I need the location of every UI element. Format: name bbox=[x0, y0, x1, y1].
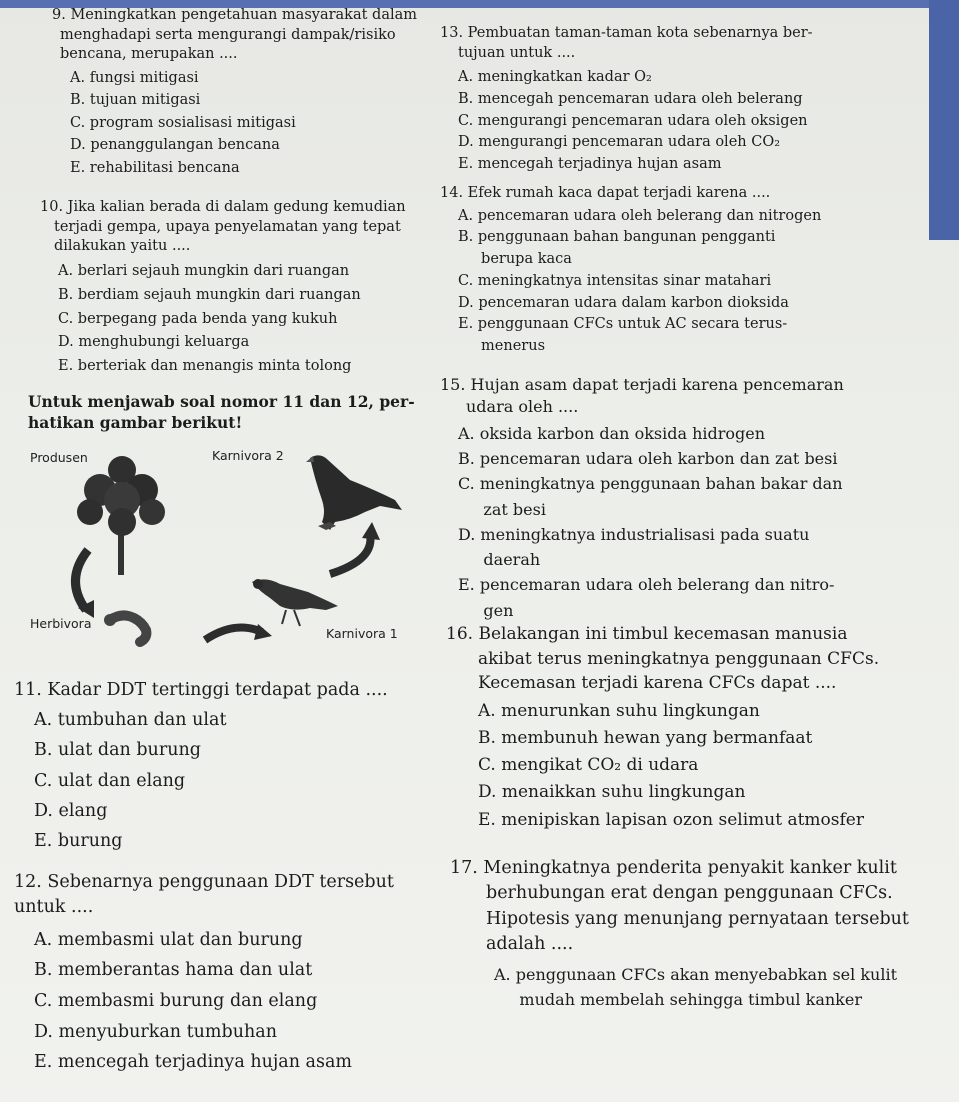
option-c[interactable]: C. meningkatnya intensitas sinar matahari bbox=[458, 272, 772, 289]
question-text: adalah .... bbox=[486, 934, 574, 955]
food-chain-diagram bbox=[30, 450, 430, 660]
option-d[interactable]: D. menyuburkan tumbuhan bbox=[34, 1021, 277, 1042]
question-text: Belakangan ini timbul kecemasan manusia bbox=[478, 624, 848, 644]
question-number: 9. bbox=[52, 7, 66, 23]
option-c[interactable]: C. mengurangi pencemaran udara oleh oksigen bbox=[458, 112, 808, 129]
question-11 bbox=[14, 678, 444, 856]
arrow-karnivora1-to-karnivora2 bbox=[330, 522, 380, 574]
question-16 bbox=[446, 622, 886, 834]
background-edge-right bbox=[929, 0, 959, 240]
question-text: tujuan untuk .... bbox=[458, 44, 576, 61]
question-number: 14. bbox=[440, 185, 464, 201]
question-number: 17. bbox=[450, 858, 478, 878]
option-d[interactable]: D. meningkatnya industrialisasi pada suatu bbox=[458, 524, 810, 544]
option-a[interactable]: A. meningkatkan kadar O₂ bbox=[458, 69, 652, 86]
label-karnivora2: Karnivora 2 bbox=[212, 448, 284, 463]
question-text: akibat terus meningkatnya penggunaan CFCs. bbox=[478, 648, 880, 669]
eagle-icon bbox=[306, 455, 402, 530]
question-17 bbox=[450, 856, 910, 1013]
option-e[interactable]: E. burung bbox=[34, 830, 123, 851]
option-c[interactable]: C. berpegang pada benda yang kukuh bbox=[58, 310, 338, 327]
label-karnivora1: Karnivora 1 bbox=[326, 626, 398, 641]
question-number: 12. bbox=[14, 872, 42, 892]
arrow-herbivora-to-karnivora1 bbox=[205, 624, 272, 640]
instruction-line: Untuk menjawab soal nomor 11 dan 12, per- bbox=[28, 392, 415, 411]
option-d-cont: daerah bbox=[458, 550, 541, 570]
question-number: 16. bbox=[446, 624, 474, 644]
question-number: 13. bbox=[440, 25, 464, 41]
instruction-line: hatikan gambar berikut! bbox=[28, 412, 243, 432]
option-a[interactable]: A. berlari sejauh mungkin dari ruangan bbox=[58, 262, 350, 279]
option-c-cont: zat besi bbox=[458, 499, 546, 519]
option-d[interactable]: D. pencemaran udara dalam karbon dioksida bbox=[458, 294, 789, 311]
option-c[interactable]: C. meningkatnya penggunaan bahan bakar dan bbox=[458, 474, 843, 494]
option-e[interactable]: E. menipiskan lapisan ozon selimut atmosfer bbox=[478, 809, 864, 830]
option-d[interactable]: D. menaikkan suhu lingkungan bbox=[478, 782, 746, 803]
option-b[interactable]: B. penggunaan bahan bangunan pengganti bbox=[458, 229, 776, 246]
option-a[interactable]: A. pencemaran udara oleh belerang dan nitrogen bbox=[458, 207, 822, 224]
question-text: Meningkatkan pengetahuan masyarakat dalam bbox=[70, 7, 417, 23]
question-text: Jika kalian berada di dalam gedung kemudian bbox=[67, 199, 406, 215]
instruction bbox=[28, 392, 438, 434]
question-text: Efek rumah kaca dapat terjadi karena .... bbox=[467, 185, 771, 201]
question-text: Pembuatan taman-taman kota sebenarnya ber- bbox=[467, 25, 813, 41]
option-d[interactable]: D. menghubungi keluarga bbox=[58, 334, 250, 351]
option-e[interactable]: E. penggunaan CFCs untuk AC secara terus- bbox=[458, 316, 788, 333]
option-a[interactable]: A. menurunkan suhu lingkungan bbox=[478, 700, 760, 721]
question-10 bbox=[40, 198, 440, 379]
question-number: 15. bbox=[440, 375, 466, 394]
question-14 bbox=[440, 184, 860, 358]
option-d[interactable]: D. penanggulangan bencana bbox=[70, 137, 280, 154]
arrow-produsen-to-herbivora bbox=[75, 550, 94, 618]
option-b[interactable]: B. berdiam sejauh mungkin dari ruangan bbox=[58, 286, 361, 303]
question-15 bbox=[440, 374, 870, 623]
option-e[interactable]: E. pencemaran udara oleh belerang dan nitro- bbox=[458, 575, 835, 595]
question-text: udara oleh .... bbox=[466, 397, 579, 417]
question-text: menghadapi serta mengurangi dampak/risiko bbox=[60, 26, 396, 43]
option-e[interactable]: E. berteriak dan menangis minta tolong bbox=[58, 358, 352, 375]
option-e[interactable]: E. mencegah terjadinya hujan asam bbox=[34, 1052, 352, 1073]
option-b[interactable]: B. tujuan mitigasi bbox=[70, 92, 201, 109]
question-number: 10. bbox=[40, 199, 64, 215]
option-a[interactable]: A. fungsi mitigasi bbox=[70, 69, 199, 86]
label-produsen: Produsen bbox=[30, 450, 88, 465]
option-b[interactable]: B. ulat dan burung bbox=[34, 740, 201, 761]
option-a-cont: mudah membelah sehingga timbul kanker bbox=[494, 990, 862, 1010]
option-e[interactable]: E. mencegah terjadinya hujan asam bbox=[458, 156, 722, 173]
option-c[interactable]: C. membasmi burung dan elang bbox=[34, 991, 318, 1011]
tree-icon bbox=[77, 456, 165, 575]
option-b-cont: berupa kaca bbox=[458, 251, 572, 268]
caterpillar-icon bbox=[104, 614, 146, 642]
option-d[interactable]: D. elang bbox=[34, 800, 108, 821]
question-text: Hipotesis yang menunjang pernyataan tersebut bbox=[486, 908, 909, 929]
question-number: 11. bbox=[14, 680, 42, 700]
question-text: bencana, merupakan .... bbox=[60, 46, 238, 63]
question-text: Sebenarnya penggunaan DDT tersebut untuk .... bbox=[14, 872, 394, 918]
question-9 bbox=[52, 6, 437, 179]
option-a[interactable]: A. tumbuhan dan ulat bbox=[34, 710, 227, 731]
option-a[interactable]: A. membasmi ulat dan burung bbox=[34, 929, 303, 950]
option-e[interactable]: E. rehabilitasi bencana bbox=[70, 159, 240, 176]
option-b[interactable]: B. mencegah pencemaran udara oleh belerang bbox=[458, 90, 803, 107]
option-d[interactable]: D. mengurangi pencemaran udara oleh CO₂ bbox=[458, 134, 781, 151]
option-c[interactable]: C. ulat dan elang bbox=[34, 770, 186, 791]
option-e-cont: gen bbox=[458, 600, 514, 620]
question-text: berhubungan erat dengan penggunaan CFCs. bbox=[486, 883, 893, 904]
option-e-cont: menerus bbox=[458, 338, 546, 355]
option-a[interactable]: A. penggunaan CFCs akan menyebabkan sel kulit bbox=[494, 964, 897, 984]
question-text: Kadar DDT tertinggi terdapat pada .... bbox=[47, 680, 388, 700]
question-text: terjadi gempa, upaya penyelamatan yang tepat bbox=[54, 218, 401, 235]
label-herbivora: Herbivora bbox=[30, 616, 92, 631]
question-text: dilakukan yaitu .... bbox=[54, 238, 191, 255]
option-a[interactable]: A. oksida karbon dan oksida hidrogen bbox=[458, 423, 766, 443]
question-12 bbox=[14, 870, 444, 1078]
question-text: Meningkatnya penderita penyakit kanker kulit bbox=[483, 858, 897, 878]
option-c[interactable]: C. program sosialisasi mitigasi bbox=[70, 114, 296, 131]
option-c[interactable]: C. mengikat CO₂ di udara bbox=[478, 755, 699, 776]
option-b[interactable]: B. membunuh hewan yang bermanfaat bbox=[478, 728, 813, 749]
question-text: Kecemasan terjadi karena CFCs dapat .... bbox=[478, 673, 837, 694]
option-b[interactable]: B. memberantas hama dan ulat bbox=[34, 960, 313, 981]
bird-icon bbox=[252, 579, 338, 626]
option-b[interactable]: B. pencemaran udara oleh karbon dan zat besi bbox=[458, 449, 838, 469]
question-13 bbox=[440, 24, 860, 176]
question-text: Hujan asam dapat terjadi karena pencemaran bbox=[470, 375, 844, 394]
